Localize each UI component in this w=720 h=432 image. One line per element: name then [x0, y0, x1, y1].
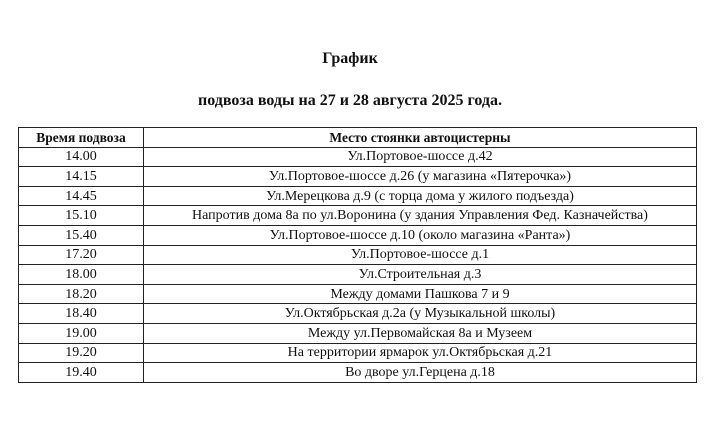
time-cell: 18.00: [19, 265, 144, 285]
place-cell: Ул.Портовое-шоссе д.26 (у магазина «Пятерочка»): [144, 167, 697, 187]
time-cell: 19.20: [19, 343, 144, 363]
place-cell: Ул.Мерецкова д.9 (с торца дома у жилого подъезда): [144, 186, 697, 206]
table-row: [19, 186, 697, 206]
column-header-place: Место стоянки автоцистерны: [144, 128, 697, 148]
table-row: [19, 304, 697, 324]
document-subtitle: подвоза воды на 27 и 28 августа 2025 года.: [198, 92, 502, 109]
place-cell: Ул.Строительная д.3: [144, 265, 697, 285]
table-row: [19, 323, 697, 343]
table-row: [19, 167, 697, 187]
table-row: [19, 206, 697, 226]
place-cell: Ул.Октябрьская д.2а (у Музыкальной школы): [144, 304, 697, 324]
table-row: [19, 343, 697, 363]
table-row: [19, 284, 697, 304]
place-cell: Ул.Портовое-шоссе д.42: [144, 147, 697, 167]
table-header-row: [19, 128, 697, 148]
place-cell: Между домами Пашкова 7 и 9: [144, 284, 697, 304]
table-row: [19, 363, 697, 383]
place-cell: Ул.Портовое-шоссе д.1: [144, 245, 697, 265]
time-cell: 19.40: [19, 363, 144, 383]
time-cell: 15.40: [19, 225, 144, 245]
column-header-time: Время подвоза: [19, 128, 144, 148]
time-cell: 18.40: [19, 304, 144, 324]
time-cell: 19.00: [19, 323, 144, 343]
document-title: График: [322, 50, 378, 67]
place-cell: На территории ярмарок ул.Октябрьская д.21: [144, 343, 697, 363]
place-cell: Ул.Портовое-шоссе д.10 (около магазина «Ранта»): [144, 225, 697, 245]
table-row: [19, 147, 697, 167]
table-row: [19, 225, 697, 245]
table-row: [19, 265, 697, 285]
place-cell: Между ул.Первомайская 8а и Музеем: [144, 323, 697, 343]
time-cell: 17.20: [19, 245, 144, 265]
water-delivery-schedule-table: [18, 127, 697, 383]
time-cell: 14.45: [19, 186, 144, 206]
place-cell: Во дворе ул.Герцена д.18: [144, 363, 697, 383]
place-cell: Напротив дома 8а по ул.Воронина (у здания Управления Фед. Казначейства): [144, 206, 697, 226]
time-cell: 14.00: [19, 147, 144, 167]
time-cell: 18.20: [19, 284, 144, 304]
time-cell: 14.15: [19, 167, 144, 187]
table-row: [19, 245, 697, 265]
time-cell: 15.10: [19, 206, 144, 226]
